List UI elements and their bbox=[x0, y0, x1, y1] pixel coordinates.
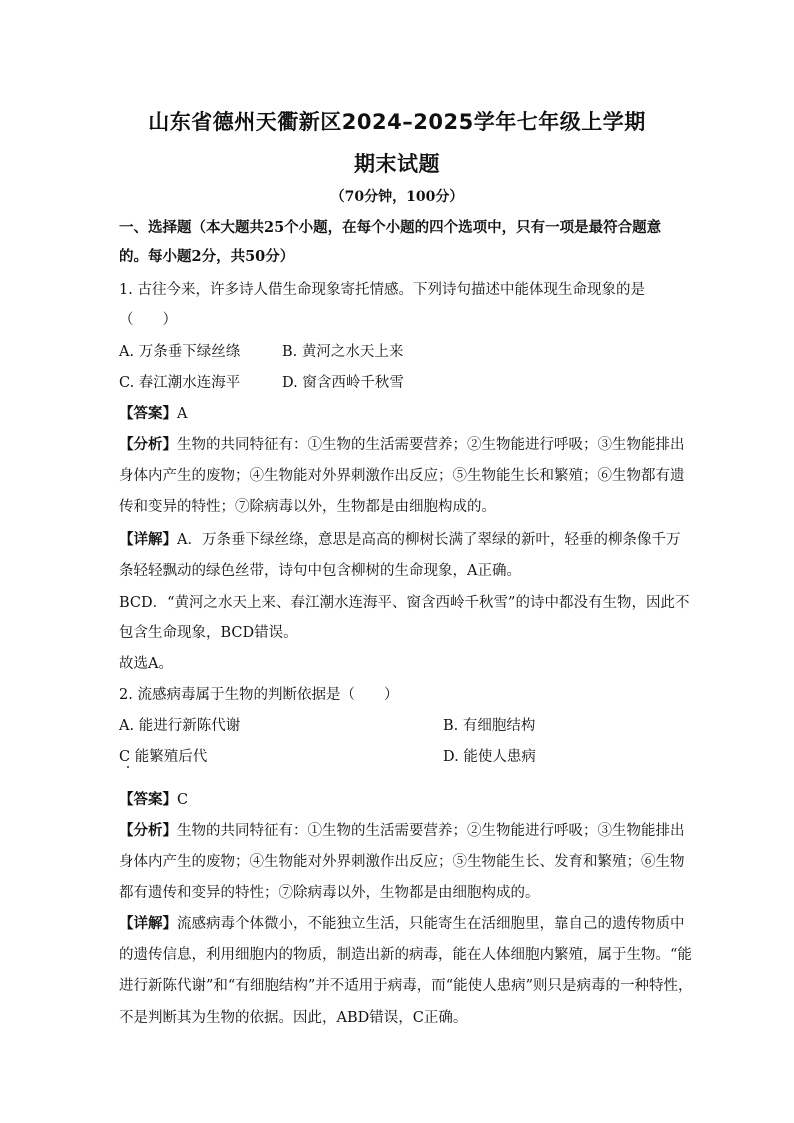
q2-option-c: C 能繁殖后代 bbox=[119, 749, 208, 765]
q1-stem-bracket: （ ） bbox=[119, 312, 177, 328]
detail-tag: 【详解】 bbox=[119, 915, 177, 932]
detail-text: A．万条垂下绿丝绦，意思是高高的柳树长满了翠绿的新叶，轻垂的柳条像千万 bbox=[177, 532, 681, 548]
analysis-text: 生物的共同特征有：①生物的生活需要营养；②生物能进行呼吸；③生物能排出 bbox=[177, 437, 685, 453]
q1-analysis-line2: 身体内产生的废物；④生物能对外界刺激作出反应；⑤生物能生长和繁殖；⑥生物都有遗 bbox=[119, 468, 685, 484]
analysis-tag: 【分析】 bbox=[119, 436, 177, 453]
q2-detail-line3: 进行新陈代谢”和“有细胞结构”并不适用于病毒，而“能使人患病”则只是病毒的一种特性， bbox=[119, 978, 693, 994]
answer-value: C bbox=[177, 792, 189, 808]
exam-title: 山东省德州天衢新区2024–2025学年七年级上学期 bbox=[148, 110, 646, 134]
exam-duration-score: （70分钟，100分） bbox=[330, 189, 464, 205]
q2-detail bbox=[119, 914, 685, 934]
q2-option-b: B. 有细胞结构 bbox=[443, 718, 536, 734]
q1-analysis bbox=[119, 435, 685, 455]
q1-option-c: C. 春江潮水连海平 bbox=[119, 375, 241, 391]
q1-stem: 1. 古往今来，许多诗人借生命现象寄托情感。下列诗句描述中能体现生命现象的是 bbox=[119, 282, 645, 298]
q1-option-d: D. 窗含西岭千秋雪 bbox=[282, 375, 404, 391]
detail-text: 流感病毒个体微小，不能独立生活，只能寄生在活细胞里，靠自己的遗传物质中 bbox=[177, 916, 685, 932]
answer-tag: 【答案】 bbox=[119, 405, 177, 422]
stray-dot bbox=[127, 766, 129, 768]
exam-title-line2: 期末试题 bbox=[354, 152, 440, 176]
detail-tag: 【详解】 bbox=[119, 531, 177, 548]
answer-tag: 【答案】 bbox=[119, 791, 177, 808]
q1-detail bbox=[119, 530, 680, 550]
analysis-text: 生物的共同特征有：①生物的生活需要营养；②生物能进行呼吸；③生物能排出 bbox=[177, 823, 685, 839]
q1-conclusion: 故选A。 bbox=[119, 656, 173, 672]
q1-detail-line2: 条轻轻飘动的绿色丝带，诗句中包含柳树的生命现象，A正确。 bbox=[119, 563, 521, 579]
q2-stem: 2. 流感病毒属于生物的判断依据是（ ） bbox=[119, 687, 399, 703]
answer-value: A bbox=[177, 406, 188, 422]
q1-answer bbox=[119, 404, 187, 424]
q1-detail-line4: 包含生命现象，BCD错误。 bbox=[119, 625, 298, 641]
q2-option-a: A. 能进行新陈代谢 bbox=[119, 718, 241, 734]
analysis-tag: 【分析】 bbox=[119, 822, 177, 839]
section-heading: 一、选择题（本大题共25个小题，在每个小题的四个选项中，只有一项是最符合题意 bbox=[119, 219, 662, 236]
q2-analysis bbox=[119, 821, 685, 841]
q1-detail-line3: BCD．“黄河之水天上来、春江潮水连海平、窗含西岭千秋雪”的诗中都没有生物，因此不 bbox=[119, 595, 690, 611]
q2-detail-line2: 的遗传信息，利用细胞内的物质，制造出新的病毒，能在人体细胞内繁殖，属于生物。“能 bbox=[119, 947, 692, 963]
q2-analysis-line2: 身体内产生的废物；④生物能对外界刺激作出反应；⑤生物能生长、发育和繁殖；⑥生物 bbox=[119, 854, 685, 870]
q2-detail-line4: 不是判断其为生物的依据。因此，ABD错误，C正确。 bbox=[119, 1010, 468, 1026]
q1-option-a: A. 万条垂下绿丝绦 bbox=[119, 344, 241, 360]
q1-analysis-line3: 传和变异的特性；⑦除病毒以外，生物都是由细胞构成的。 bbox=[119, 499, 496, 515]
q2-answer bbox=[119, 790, 188, 810]
q2-option-d: D. 能使人患病 bbox=[443, 749, 536, 765]
q2-analysis-line3: 都有遗传和变异的特性；⑦除病毒以外，生物都是由细胞构成的。 bbox=[119, 885, 540, 901]
q1-option-b: B. 黄河之水天上来 bbox=[282, 344, 404, 360]
section-heading-line2: 的。每小题2分，共50分） bbox=[119, 248, 295, 265]
